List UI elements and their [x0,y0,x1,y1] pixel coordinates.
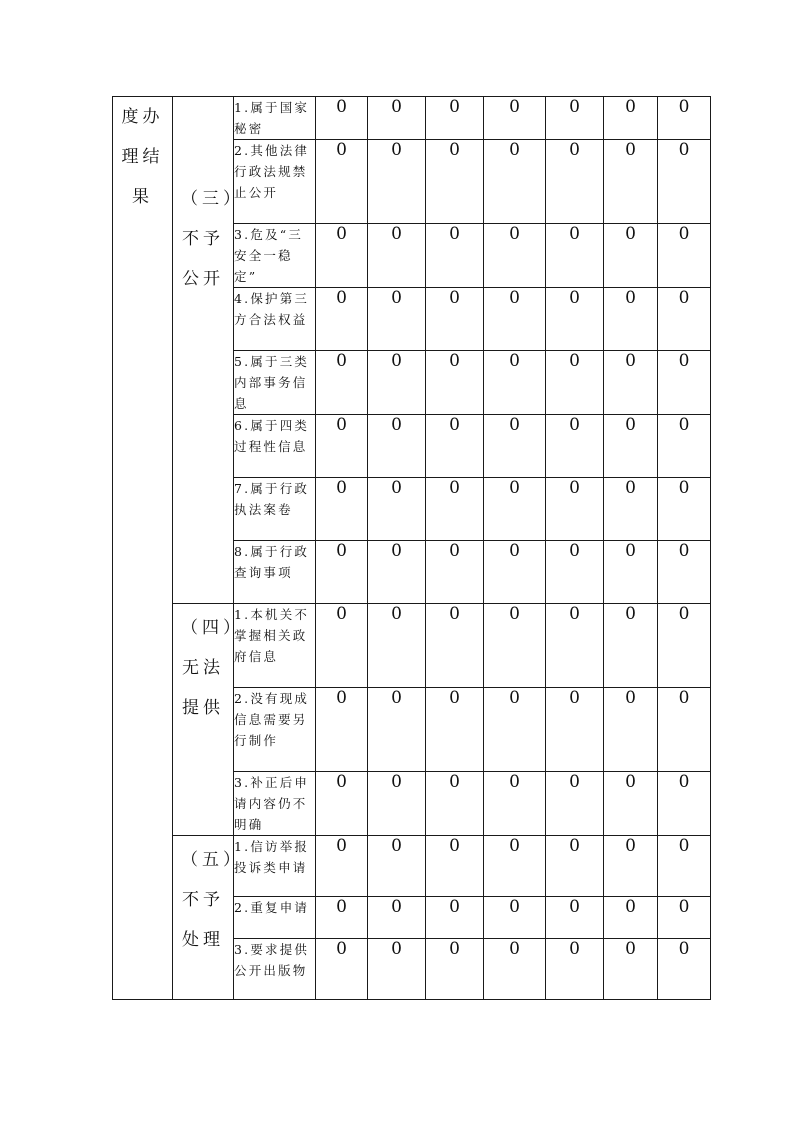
value-cell: 0 [546,897,604,939]
item-label: 3.危及“三安全一稳定” [234,224,316,288]
value-cell: 0 [658,415,711,478]
value-cell: 0 [316,224,368,288]
value-cell: 0 [426,772,484,836]
value-cell: 0 [546,140,604,224]
value-cell: 0 [604,478,658,541]
disclosure-results-table [112,96,711,1000]
value-cell: 0 [316,351,368,415]
value-cell: 0 [484,97,546,140]
item-label: 2.重复申请 [234,897,316,939]
value-cell: 0 [484,688,546,772]
value-cell: 0 [484,478,546,541]
value-cell: 0 [426,836,484,897]
value-cell: 0 [604,688,658,772]
value-cell: 0 [484,541,546,604]
value-cell: 0 [368,351,426,415]
item-label: 7.属于行政执法案卷 [234,478,316,541]
item-label: 4.保护第三方合法权益 [234,288,316,351]
value-cell: 0 [316,836,368,897]
item-label: 3.要求提供公开出版物 [234,939,316,1000]
value-cell: 0 [658,836,711,897]
value-cell: 0 [368,415,426,478]
value-cell: 0 [546,415,604,478]
value-cell: 0 [604,97,658,140]
value-cell: 0 [316,415,368,478]
value-cell: 0 [658,224,711,288]
value-cell: 0 [546,604,604,688]
value-cell: 0 [604,351,658,415]
item-label: 8.属于行政查询事项 [234,541,316,604]
value-cell: 0 [368,604,426,688]
value-cell: 0 [658,897,711,939]
value-cell: 0 [604,541,658,604]
item-label: 6.属于四类过程性信息 [234,415,316,478]
value-cell: 0 [316,140,368,224]
value-cell: 0 [604,415,658,478]
value-cell: 0 [368,478,426,541]
value-cell: 0 [546,97,604,140]
value-cell: 0 [368,288,426,351]
value-cell: 0 [426,415,484,478]
category-label-main: 度办理结果 [113,97,173,1000]
item-label: 2.没有现成信息需要另行制作 [234,688,316,772]
item-label: 2.其他法律行政法规禁止公开 [234,140,316,224]
value-cell: 0 [426,541,484,604]
group-label: （三）不予公开 [173,97,234,604]
value-cell: 0 [658,939,711,1000]
value-cell: 0 [368,140,426,224]
value-cell: 0 [426,351,484,415]
value-cell: 0 [426,688,484,772]
value-cell: 0 [316,288,368,351]
value-cell: 0 [426,140,484,224]
value-cell: 0 [316,541,368,604]
value-cell: 0 [484,224,546,288]
table-row [113,836,711,897]
item-label: 3.补正后申请内容仍不明确 [234,772,316,836]
value-cell: 0 [546,688,604,772]
value-cell: 0 [484,140,546,224]
value-cell: 0 [316,97,368,140]
item-label: 1.属于国家秘密 [234,97,316,140]
value-cell: 0 [368,897,426,939]
value-cell: 0 [368,688,426,772]
value-cell: 0 [368,224,426,288]
value-cell: 0 [316,897,368,939]
value-cell: 0 [658,97,711,140]
value-cell: 0 [426,939,484,1000]
value-cell: 0 [604,772,658,836]
value-cell: 0 [484,288,546,351]
value-cell: 0 [604,836,658,897]
value-cell: 0 [658,541,711,604]
value-cell: 0 [604,288,658,351]
value-cell: 0 [658,288,711,351]
value-cell: 0 [316,604,368,688]
value-cell: 0 [604,604,658,688]
value-cell: 0 [484,772,546,836]
value-cell: 0 [368,97,426,140]
value-cell: 0 [658,604,711,688]
value-cell: 0 [484,415,546,478]
value-cell: 0 [426,288,484,351]
table-row [113,604,711,688]
value-cell: 0 [316,939,368,1000]
value-cell: 0 [604,939,658,1000]
table-row [113,97,711,140]
value-cell: 0 [658,772,711,836]
value-cell: 0 [426,97,484,140]
value-cell: 0 [546,541,604,604]
value-cell: 0 [368,836,426,897]
value-cell: 0 [484,351,546,415]
value-cell: 0 [546,478,604,541]
value-cell: 0 [604,224,658,288]
value-cell: 0 [546,772,604,836]
value-cell: 0 [546,836,604,897]
value-cell: 0 [546,224,604,288]
value-cell: 0 [604,140,658,224]
value-cell: 0 [658,478,711,541]
value-cell: 0 [546,939,604,1000]
value-cell: 0 [368,541,426,604]
value-cell: 0 [368,939,426,1000]
value-cell: 0 [546,288,604,351]
value-cell: 0 [426,897,484,939]
value-cell: 0 [368,772,426,836]
value-cell: 0 [316,688,368,772]
value-cell: 0 [658,688,711,772]
group-label: （五）不予处理 [173,836,234,1000]
value-cell: 0 [484,897,546,939]
item-label: 1.信访举报投诉类申请 [234,836,316,897]
value-cell: 0 [484,939,546,1000]
value-cell: 0 [484,604,546,688]
value-cell: 0 [546,351,604,415]
value-cell: 0 [658,351,711,415]
value-cell: 0 [658,140,711,224]
value-cell: 0 [604,897,658,939]
value-cell: 0 [484,836,546,897]
value-cell: 0 [426,478,484,541]
group-label: （四）无法提供 [173,604,234,836]
item-label: 5.属于三类内部事务信息 [234,351,316,415]
value-cell: 0 [426,604,484,688]
value-cell: 0 [426,224,484,288]
item-label: 1.本机关不掌握相关政府信息 [234,604,316,688]
value-cell: 0 [316,772,368,836]
value-cell: 0 [316,478,368,541]
